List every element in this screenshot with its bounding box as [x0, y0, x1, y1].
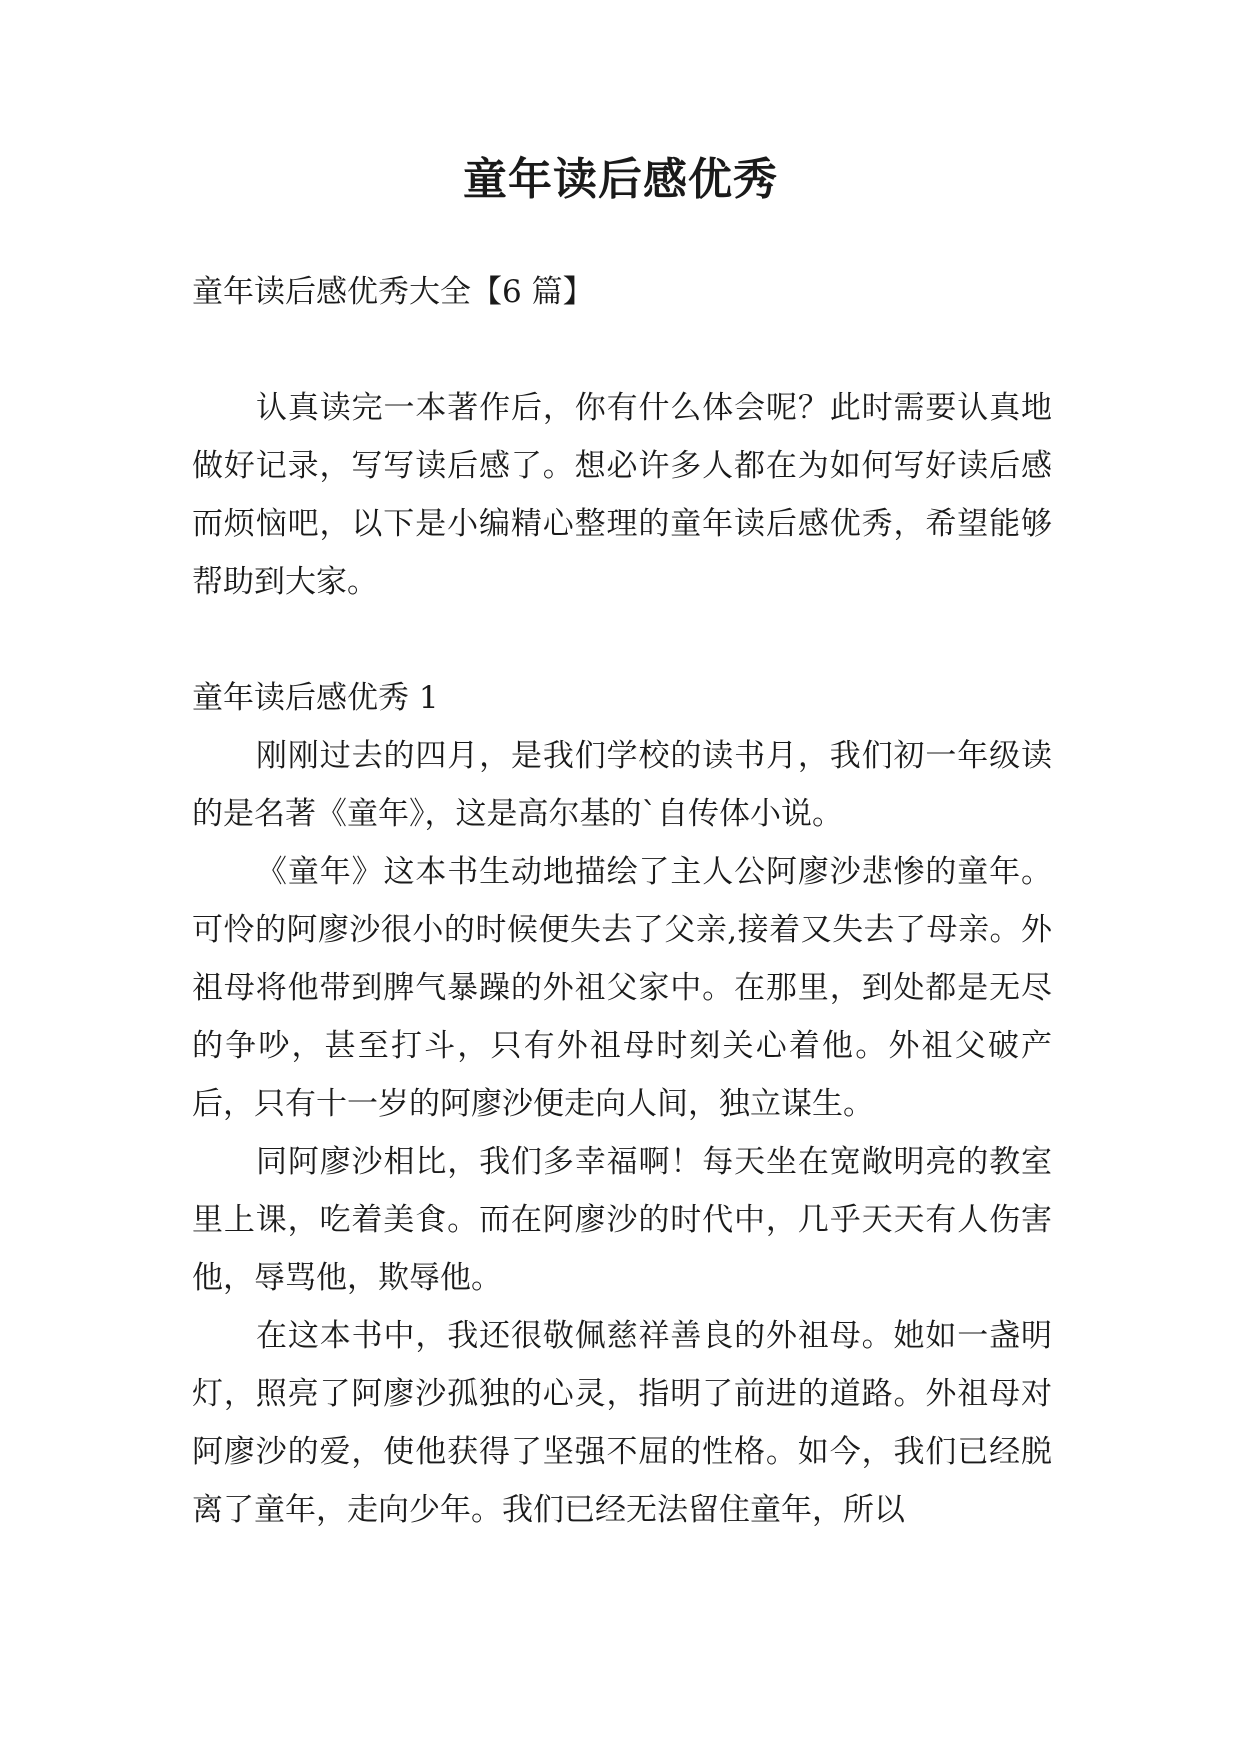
spacer [192, 321, 1052, 379]
intro-paragraph: 认真读完一本著作后，你有什么体会呢？此时需要认真地做好记录，写写读后感了。想必许多人都在为如何写好读后感而烦恼吧，以下是小编精心整理的童年读后感优秀，希望能够帮助到大家。 [192, 390, 1052, 600]
document-body [192, 263, 1052, 1539]
body-paragraph: 刚刚过去的四月，是我们学校的读书月，我们初一年级读的是名著《童年》，这是高尔基的`自传体小说。 [192, 738, 1052, 832]
body-paragraph: 《童年》这本书生动地描绘了主人公阿廖沙悲惨的童年。可怜的阿廖沙很小的时候便失去了父亲,接着又失去了母亲。外祖母将他带到脾气暴躁的外祖父家中。在那里，到处都是无尽的争吵，甚至打斗，只有外祖母时刻关心着他。外祖父破产后，只有十一岁的阿廖沙便走向人间，独立谋生。 [192, 854, 1052, 1122]
spacer [192, 611, 1052, 669]
document-title: 童年读后感优秀 [463, 154, 778, 205]
document-subtitle: 童年读后感优秀大全【6 篇】 [192, 274, 594, 310]
section-heading: 童年读后感优秀 1 [192, 680, 439, 716]
body-paragraph: 在这本书中，我还很敬佩慈祥善良的外祖母。她如一盏明灯，照亮了阿廖沙孤独的心灵，指明了前进的道路。外祖母对阿廖沙的爱，使他获得了坚强不屈的性格。如今，我们已经脱离了童年，走向少年。我们已经无法留住童年，所以 [192, 1318, 1052, 1528]
body-paragraph: 同阿廖沙相比，我们多幸福啊！每天坐在宽敞明亮的教室里上课，吃着美食。而在阿廖沙的时代中，几乎天天有人伤害他，辱骂他，欺辱他。 [192, 1144, 1052, 1296]
